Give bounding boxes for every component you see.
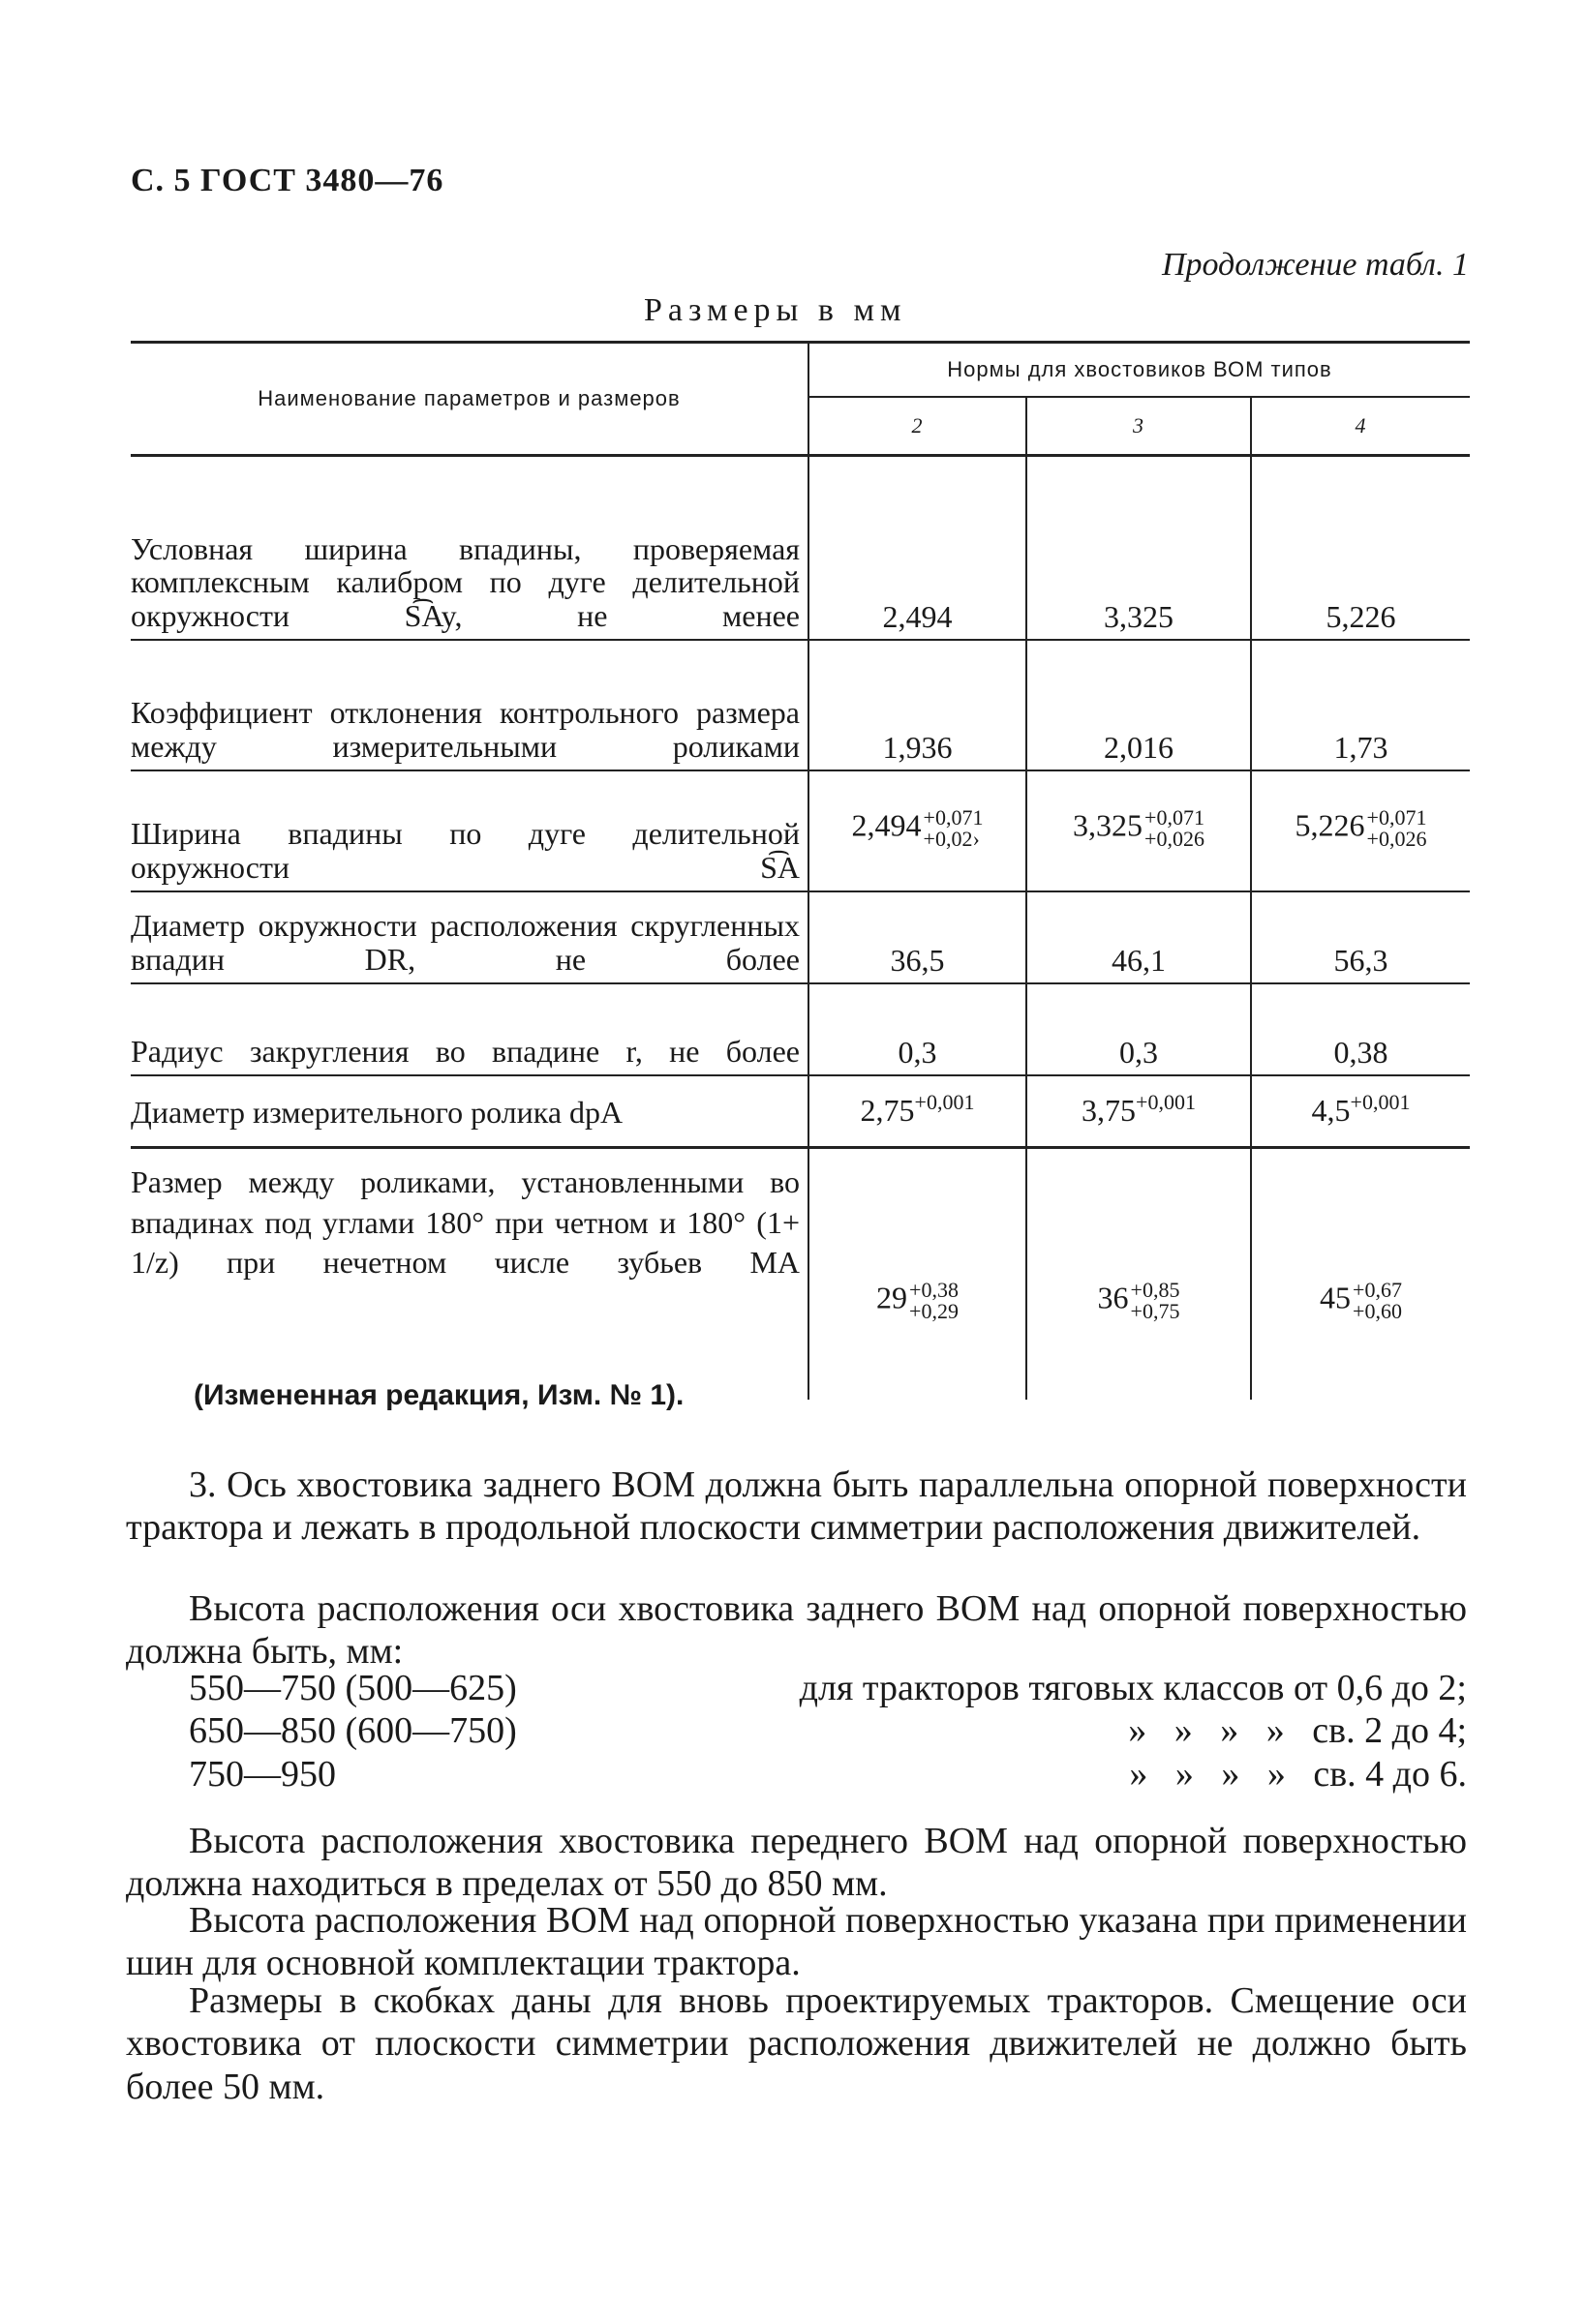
paragraph: 3. Ось хвостовика заднего ВОМ должна быть параллельна опорной поверхности трактора и лежать в продольной плоскости симметрии расположения движителей. — [126, 1464, 1467, 1549]
table-row — [131, 1148, 1470, 1400]
tolerance-upper: +0,001 — [1350, 1089, 1411, 1114]
list-desc: » » » » св. 2 до 4; — [1128, 1710, 1467, 1752]
list-desc: » » » » св. 4 до 6. — [1129, 1753, 1467, 1795]
row-name: Диаметр измерительного ролика dpA — [131, 1075, 808, 1148]
row-value-cell — [808, 770, 1026, 891]
row-name: Размер между роликами, установленными во впадинах под углами 180° при четном и 180° (1+ 1/z) при нечетном числе зубьев MA — [131, 1148, 808, 1400]
row-value: 2,75 — [860, 1092, 915, 1128]
table-row — [131, 640, 1470, 770]
table-units: Размеры в мм — [644, 292, 907, 328]
row-value: 36 — [1097, 1280, 1129, 1315]
row-value: 1,936 — [808, 640, 1026, 770]
tolerance-upper: +0,38 — [909, 1278, 959, 1303]
row-value: 2,494 — [851, 807, 922, 843]
tolerance-upper: +0,071 — [923, 805, 984, 830]
row-value-cell — [1026, 1148, 1251, 1400]
row-value: 56,3 — [1251, 891, 1470, 983]
param-column-header: Наименование параметров и размеров — [131, 343, 808, 456]
norms-column-header: Нормы для хвостовиков ВОМ типов — [808, 343, 1470, 398]
row-value: 36,5 — [808, 891, 1026, 983]
paragraph: Высота расположения оси хвостовика заднего ВОМ над опорной поверхностью должна быть, мм: — [126, 1588, 1467, 1673]
tolerance-lower: +0,026 — [1144, 827, 1204, 851]
row-name: Радиус закругления во впадине r, не более — [131, 983, 808, 1075]
row-value-cell — [1251, 1075, 1470, 1148]
type-column-header: 3 — [1026, 397, 1251, 456]
row-name: Диаметр окружности расположения скругленных впадин DR, не более — [131, 891, 808, 983]
tolerance-lower: +0,02› — [923, 827, 980, 851]
tolerance-upper: +0,001 — [914, 1089, 975, 1114]
row-value: 2,494 — [808, 456, 1026, 640]
table-row — [131, 983, 1470, 1075]
row-value-cell — [1251, 770, 1470, 891]
tolerance-upper: +0,67 — [1353, 1278, 1402, 1303]
row-value: 0,3 — [1026, 983, 1251, 1075]
list-range: 550—750 (500—625) — [189, 1668, 517, 1708]
table-row — [131, 891, 1470, 983]
tolerance-upper: +0,001 — [1136, 1089, 1196, 1114]
tolerance-upper: +0,071 — [1144, 805, 1204, 830]
tolerance-upper: +0,071 — [1366, 805, 1427, 830]
row-value: 0,38 — [1251, 983, 1470, 1075]
amendment-note: (Измененная редакция, Изм. № 1). — [194, 1379, 685, 1411]
list-item — [189, 1753, 1467, 1796]
row-value: 5,226 — [1251, 456, 1470, 640]
list-desc: для тракторов тяговых классов от 0,6 до 2; — [799, 1668, 1467, 1708]
row-value: 3,75 — [1082, 1092, 1137, 1128]
row-value: 4,5 — [1311, 1092, 1351, 1128]
row-value-cell — [1026, 770, 1251, 891]
row-value: 3,325 — [1073, 807, 1143, 843]
parameters-table — [131, 341, 1470, 1400]
row-name: Коэффициент отклонения контрольного размера между измерительными роликами — [131, 640, 808, 770]
list-item — [189, 1709, 1467, 1752]
row-value: 5,226 — [1295, 807, 1365, 843]
paragraph: Высота расположения ВОМ над опорной поверхностью указана при применении шин для основной комплектации трактора. — [126, 1900, 1467, 1984]
list-range: 650—850 (600—750) — [189, 1710, 517, 1752]
tolerance-upper: +0,85 — [1130, 1278, 1180, 1303]
table-row — [131, 770, 1470, 891]
row-value: 3,325 — [1026, 456, 1251, 640]
row-value-cell — [808, 1075, 1026, 1148]
list-range: 750—950 — [189, 1753, 336, 1795]
tolerance-lower: +0,29 — [909, 1299, 959, 1324]
row-name: Условная ширина впадины, проверяемая комплексным калибром по дуге делительной окружности S͡Ay, не менее — [131, 456, 808, 640]
table-row — [131, 1075, 1470, 1148]
page-header: С. 5 ГОСТ 3480—76 — [131, 163, 444, 198]
table-row — [131, 456, 1470, 640]
row-value-cell — [1026, 1075, 1251, 1148]
height-list — [189, 1667, 1467, 1796]
row-value: 46,1 — [1026, 891, 1251, 983]
row-name: Ширина впадины по дуге делительной окружности S͡A — [131, 770, 808, 891]
row-value: 2,016 — [1026, 640, 1251, 770]
list-item — [189, 1667, 1467, 1709]
type-column-header: 4 — [1251, 397, 1470, 456]
tolerance-lower: +0,026 — [1366, 827, 1427, 851]
table-continuation-label: Продолжение табл. 1 — [1161, 247, 1469, 283]
type-column-header: 2 — [808, 397, 1026, 456]
paragraph: Высота расположения хвостовика переднего ВОМ над опорной поверхностью должна находиться в пределах от 550 до 850 мм. — [126, 1821, 1467, 1905]
row-value: 0,3 — [808, 983, 1026, 1075]
tolerance-lower: +0,75 — [1130, 1299, 1180, 1324]
row-value-cell — [808, 1148, 1026, 1400]
tolerance-lower: +0,60 — [1353, 1299, 1402, 1324]
paragraph: Размеры в скобках даны для вновь проектируемых тракторов. Смещение оси хвостовика от плоскости симметрии расположения движителей не должно быть более 50 мм. — [126, 1980, 1467, 2107]
row-value: 45 — [1320, 1280, 1352, 1315]
row-value-cell — [1251, 1148, 1470, 1400]
row-value: 1,73 — [1251, 640, 1470, 770]
row-value: 29 — [876, 1280, 908, 1315]
